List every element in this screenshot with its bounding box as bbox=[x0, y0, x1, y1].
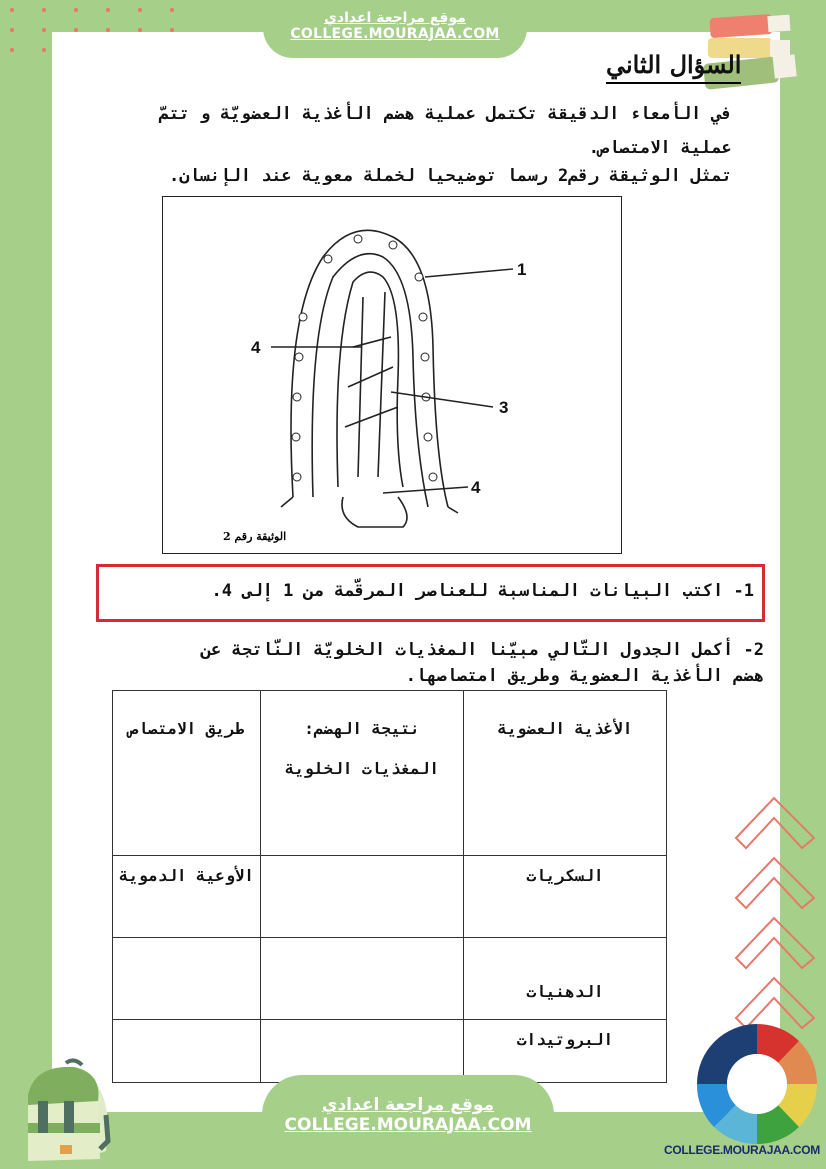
table-row bbox=[113, 856, 667, 938]
question-1-highlight-box bbox=[96, 564, 765, 622]
cell-absorption-input[interactable] bbox=[113, 938, 261, 1020]
header-absorption-path: طريق الامتصاص bbox=[113, 691, 261, 856]
label-1: 1 bbox=[517, 260, 527, 279]
label-4-bottom: 4 bbox=[471, 478, 481, 497]
intro-line-1: في الأمعاء الدقيقة تكتمل عملية هضم الأغذية العضويّة و تتمّ bbox=[158, 104, 732, 124]
backpack-icon bbox=[14, 1055, 114, 1165]
table-row bbox=[113, 938, 667, 1020]
header-site-tab[interactable] bbox=[263, 0, 527, 58]
intestinal-villus-figure bbox=[162, 196, 622, 554]
chevrons-decoration-icon bbox=[732, 792, 822, 1032]
intro-line-3: تمثل الوثيقة رقم2 رسما توضيحيا لخملة معوية عند الإنسان. bbox=[169, 166, 732, 186]
cell-food: البروتيدات bbox=[464, 1020, 667, 1083]
question-1: 1- اكتب البيانات المناسبة للعناصر المرقّمة من 1 إلى 4. bbox=[211, 581, 754, 601]
question-2-line-2: هضم الأغذية العضوية وطريق امتصاصها. bbox=[405, 666, 764, 686]
intro-line-2: عملية الامتصاص. bbox=[588, 138, 732, 158]
section-title: السؤال الثاني bbox=[606, 48, 741, 84]
footer-site-tab[interactable] bbox=[262, 1075, 554, 1169]
cell-absorption-input[interactable] bbox=[113, 1020, 261, 1083]
label-4-top: 4 bbox=[251, 338, 261, 357]
brand-logo-text: COLLEGE.MOURAJAA.COM bbox=[664, 1143, 821, 1157]
cell-absorption: الأوعية الدموية bbox=[113, 856, 261, 938]
cell-nutrient-input[interactable] bbox=[261, 856, 464, 938]
nutrients-table bbox=[112, 690, 667, 1083]
footer-site-url[interactable]: COLLEGE.MOURAJAA.COM bbox=[284, 1115, 532, 1135]
table-row bbox=[113, 1020, 667, 1083]
cell-nutrient-input[interactable] bbox=[261, 938, 464, 1020]
subjects-wheel-logo bbox=[695, 1022, 819, 1146]
header-site-url[interactable]: COLLEGE.MOURAJAA.COM bbox=[290, 26, 500, 42]
cell-food: الدهنيات bbox=[464, 938, 667, 1020]
header-organic-foods: الأغذية العضوية bbox=[464, 691, 667, 856]
villus-diagram bbox=[163, 197, 621, 553]
cell-nutrient-input[interactable] bbox=[261, 1020, 464, 1083]
table-header-row bbox=[113, 691, 667, 856]
question-2-line-1: 2- أكمل الجدول التّالي مبيّنا المغذيات الخلويّة النّاتجة عن bbox=[201, 640, 764, 660]
header-digestion-result: نتيجة الهضم: المغذيات الخلوية bbox=[261, 691, 464, 856]
cell-food: السكريات bbox=[464, 856, 667, 938]
figure-caption: الوثيقة رقم 2 bbox=[223, 530, 287, 543]
header-site-name[interactable]: موقع مراجعة اعدادي bbox=[324, 10, 466, 26]
label-3: 3 bbox=[499, 398, 509, 417]
footer-site-name[interactable]: موقع مراجعة اعدادي bbox=[321, 1095, 495, 1115]
